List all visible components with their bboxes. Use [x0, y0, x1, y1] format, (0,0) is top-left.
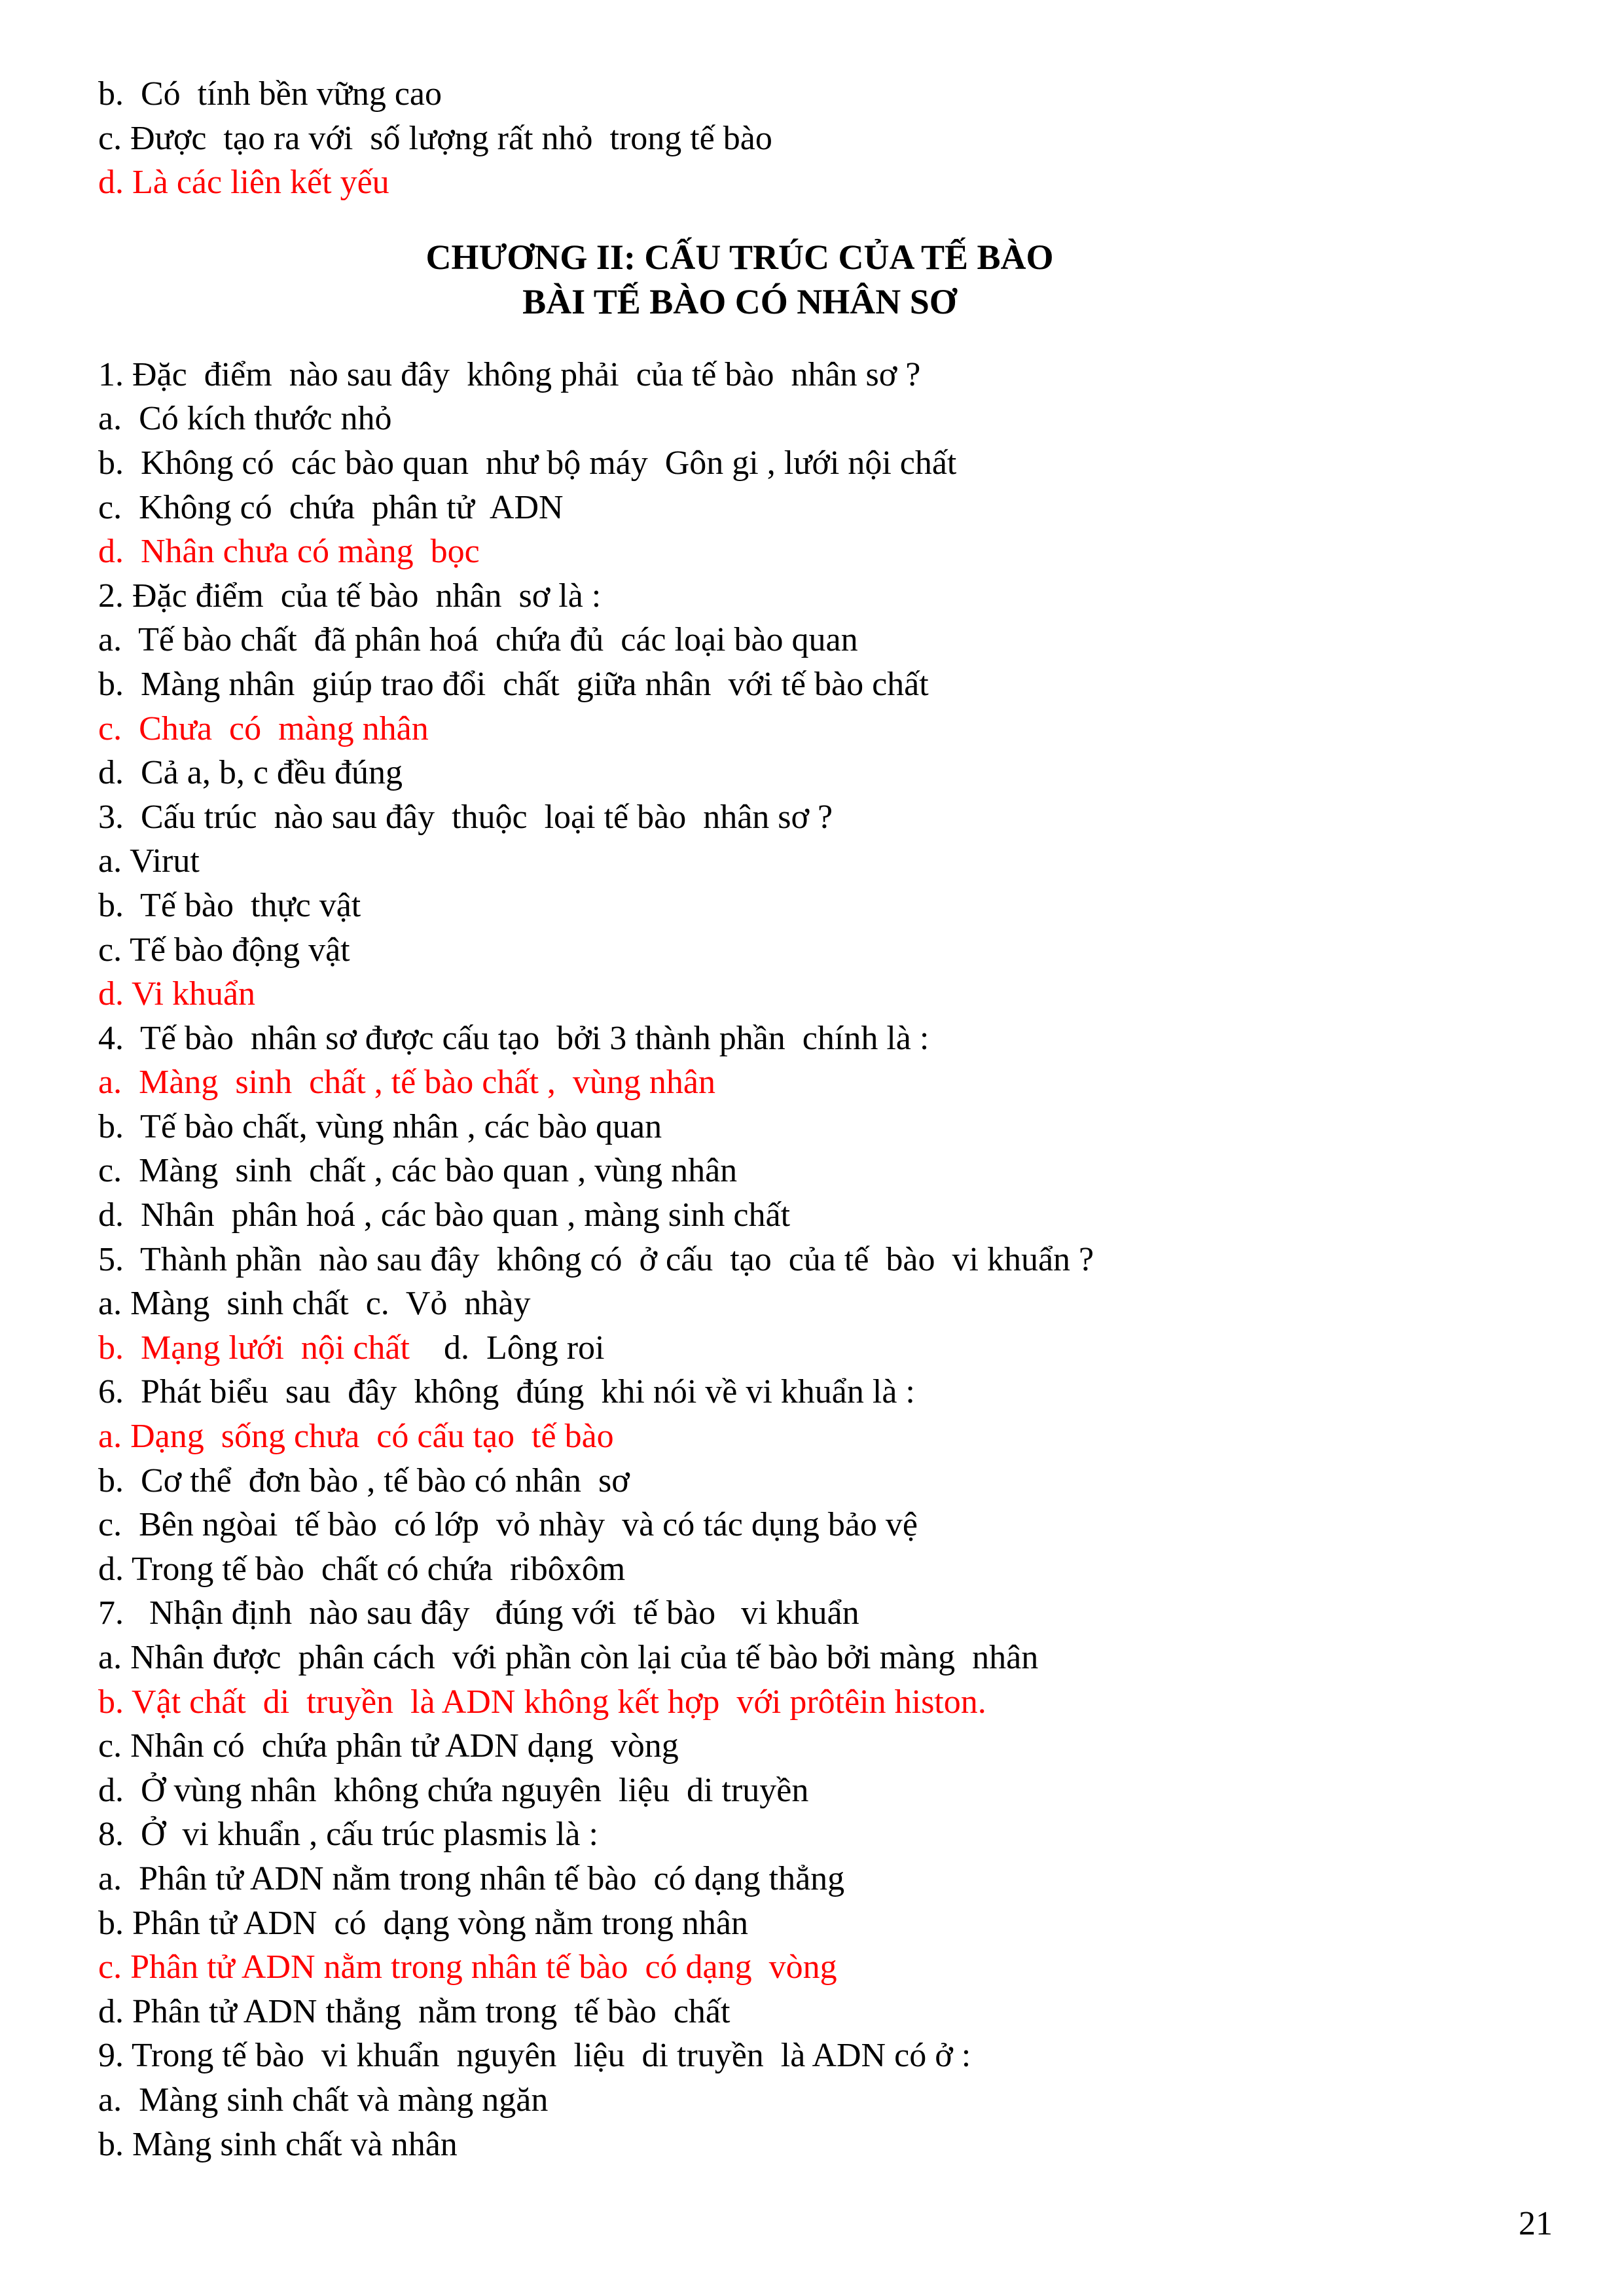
- page-number: 21: [1519, 2205, 1553, 2242]
- line-text: c. Được tạo ra với số lượng rất nhỏ trong tế bào: [98, 119, 772, 157]
- correct-answer-option: [98, 160, 1538, 205]
- line-text: d. Phân tử ADN thẳng nằm trong tế bào chất: [98, 1992, 731, 2030]
- answer-option: [98, 1193, 1538, 1238]
- correct-answer-option: [98, 972, 1538, 1016]
- line-text: d. Là các liên kết yếu: [98, 164, 389, 202]
- line-text: 7. Nhận định nào sau đây đúng với tế bào vi khuẩn: [98, 1594, 859, 1632]
- line-text: b. Cơ thể đơn bào , tế bào có nhân sơ: [98, 1462, 630, 1499]
- line-text: d. Nhân phân hoá , các bào quan , màng sinh chất: [98, 1196, 791, 1234]
- question-text: [98, 1016, 1538, 1061]
- line-text: a. Tế bào chất đã phân hoá chứa đủ các loại bào quan: [98, 621, 858, 659]
- answer-option: [98, 1149, 1538, 1193]
- line-text: a. Màng sinh chất , tế bào chất , vùng nhân: [98, 1064, 715, 1102]
- correct-answer-option: [98, 1326, 1538, 1371]
- question-text: [98, 1238, 1538, 1282]
- line-text: 6. Phát biểu sau đây không đúng khi nói về vi khuẩn là :: [98, 1373, 915, 1411]
- line-text: a. Có kích thước nhỏ: [98, 400, 392, 438]
- line-text: c. Phân tử ADN nằm trong nhân tế bào có dạng vòng: [98, 1948, 837, 1986]
- answer-option: [98, 2123, 1538, 2167]
- line-text: c. Bên ngòai tế bào có lớp vỏ nhày và có tác dụng bảo vệ: [98, 1506, 918, 1544]
- question-text: [98, 2034, 1538, 2078]
- inline-answer-option: d. Lông roi: [409, 1329, 605, 1367]
- question-text: [98, 795, 1538, 840]
- correct-answer-option: [98, 1680, 1538, 1725]
- line-text: b. Vật chất di truyền là ADN không kết hợp với prôtêin histon.: [98, 1683, 986, 1721]
- answer-option: [98, 1901, 1538, 1946]
- answer-option: [98, 2078, 1538, 2123]
- answer-option: [98, 1724, 1538, 1768]
- answer-option: [98, 1857, 1538, 1901]
- line-text: 9. Trong tế bào vi khuẩn nguyên liệu di truyền là ADN có ở :: [98, 2037, 971, 2075]
- line-text: b. Không có các bào quan như bộ máy Gôn gi , lưới nội chất: [98, 444, 957, 482]
- answer-option: [98, 618, 1538, 662]
- line-text: c. Nhân có chứa phân tử ADN dạng vòng: [98, 1727, 679, 1765]
- line-text: d. Ở vùng nhân không chứa nguyên liệu di truyền: [98, 1771, 809, 1809]
- answer-option: [98, 1547, 1538, 1592]
- answer-option: [98, 486, 1538, 530]
- answer-option: [98, 1636, 1538, 1680]
- line-text: d. Trong tế bào chất có chứa ribôxôm: [98, 1550, 626, 1588]
- line-text: b. Tế bào chất, vùng nhân , các bào quan: [98, 1107, 662, 1145]
- question-text: [98, 353, 1538, 397]
- line-text: a. Nhân được phân cách với phần còn lại của tế bào bởi màng nhân: [98, 1639, 1039, 1676]
- correct-answer-option: [98, 707, 1538, 751]
- line-text: 5. Thành phần nào sau đây không có ở cấu tạo của tế bào vi khuẩn ?: [98, 1240, 1094, 1278]
- line-text: c. Tế bào động vật: [98, 931, 350, 969]
- line-text: b. Màng nhân giúp trao đổi chất giữa nhân với tế bào chất: [98, 665, 929, 703]
- line-text: a. Màng sinh chất c. Vỏ nhày: [98, 1285, 531, 1323]
- answer-option: [98, 397, 1538, 441]
- line-text: b. Có tính bền vững cao: [98, 75, 442, 113]
- page-content: [98, 72, 1538, 2166]
- correct-answer-option: [98, 1060, 1538, 1105]
- line-text: 4. Tế bào nhân sơ được cấu tạo bởi 3 thành phần chính là :: [98, 1019, 929, 1057]
- question-list: [98, 353, 1538, 2166]
- answer-option: [98, 1990, 1538, 2034]
- line-text: 1. Đặc điểm nào sau đây không phải của tế bào nhân sơ ?: [98, 355, 921, 393]
- question-text: [98, 1812, 1538, 1857]
- question-text: [98, 1591, 1538, 1636]
- line-text: b. Màng sinh chất và nhân: [98, 2125, 458, 2163]
- answer-option: [98, 751, 1538, 795]
- line-text: d. Cả a, b, c đều đúng: [98, 754, 403, 792]
- question-text: [98, 1370, 1538, 1414]
- line-text: 3. Cấu trúc nào sau đây thuộc loại tế bào nhân sơ ?: [98, 798, 833, 836]
- question-text: [98, 574, 1538, 619]
- correct-answer-option: [98, 1414, 1538, 1459]
- correct-answer-option: [98, 1945, 1538, 1990]
- line-text: a. Virut: [98, 842, 200, 880]
- answer-option: [98, 1768, 1538, 1813]
- answer-option: [98, 72, 1538, 117]
- chapter-title: CHƯƠNG II: CẤU TRÚC CỦA TẾ BÀO: [425, 237, 1054, 277]
- line-text: a. Màng sinh chất và màng ngăn: [98, 2081, 549, 2119]
- line-text: 8. Ở vi khuẩn , cấu trúc plasmis là :: [98, 1816, 598, 1854]
- answer-option: [98, 117, 1538, 161]
- line-text: a. Phân tử ADN nằm trong nhân tế bào có dạng thẳng: [98, 1859, 845, 1897]
- answer-option: [98, 839, 1538, 884]
- correct-answer-option: [98, 529, 1538, 574]
- line-text: c. Chưa có màng nhân: [98, 709, 429, 747]
- line-text: c. Màng sinh chất , các bào quan , vùng nhân: [98, 1152, 738, 1190]
- line-text: c. Không có chứa phân tử ADN: [98, 488, 564, 526]
- line-text: b. Phân tử ADN có dạng vòng nằm trong nhân: [98, 1904, 748, 1942]
- answer-option: [98, 1503, 1538, 1547]
- answer-option: [98, 1282, 1538, 1326]
- answer-option: [98, 441, 1538, 486]
- answer-option: [98, 662, 1538, 707]
- answer-option: [98, 884, 1538, 928]
- line-text: b. Tế bào thực vật: [98, 886, 361, 924]
- previous-question-options: [98, 72, 1538, 205]
- answer-option: [98, 928, 1538, 973]
- line-text: a. Dạng sống chưa có cấu tạo tế bào: [98, 1418, 614, 1456]
- lesson-title: BÀI TẾ BÀO CÓ NHÂN SƠ: [522, 281, 957, 321]
- line-text: d. Vi khuẩn: [98, 975, 256, 1013]
- line-text: d. Nhân chưa có màng bọc: [98, 533, 480, 571]
- answer-option: [98, 1105, 1538, 1149]
- line-text: b. Mạng lưới nội chất: [98, 1329, 410, 1367]
- answer-option: [98, 1459, 1538, 1503]
- line-text: 2. Đặc điểm của tế bào nhân sơ là :: [98, 577, 602, 615]
